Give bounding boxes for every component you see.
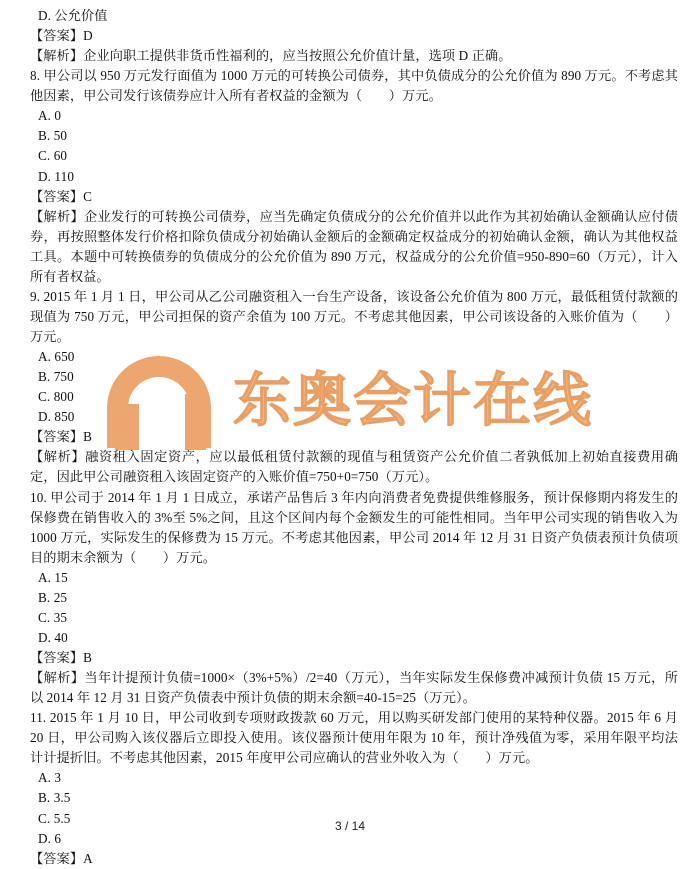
paragraph: 【答案】C xyxy=(30,188,93,204)
answer-option: A. 0 xyxy=(38,108,62,124)
paragraph: 10. 甲公司于 2014 年 1 月 1 日成立，承诺产品售后 3 年内向消费者免费提供维修服务，预计保修期内将发生的保修费在销售收入的 3%至 5%之间，且这个区间内每个金额发生的可能性相同。当年甲公司实现的销售收入为 1000 万元，实际发生的保修费为 15 万元。不考虑其他因素，甲公司 2014 年 12 月 31 日资产负债表预计负债项目的期末余额为（ ）万元。 xyxy=(30,489,678,565)
answer-option: C. 60 xyxy=(38,148,68,164)
paragraph: 9. 2015 年 1 月 1 日，甲公司从乙公司融资租入一台生产设备，该设备公允价值为 800 万元，最低租赁付款额的现值为 750 万元，甲公司担保的资产余值为 100 万元。不考虑其他因素，甲公司该设备的入账价值为（ ）万元。 xyxy=(30,288,678,344)
document-body xyxy=(30,6,678,869)
answer-option: A. 3 xyxy=(38,770,62,786)
paragraph: 8. 甲公司以 950 万元发行面值为 1000 万元的可转换公司债券，其中负债成分的公允价值为 890 万元。不考虑其他因素，甲公司发行该债券应计入所有者权益的金额为（ ）万元。 xyxy=(30,68,678,104)
paragraph: 【解析】当年计提预计负债=1000×（3%+5%）/2=40（万元），当年实际发生保修费冲减预计负债 15 万元，所以 2014 年 12 月 31 日资产负债表中预计负债的期末余额=40-15=25（万元）。 xyxy=(30,670,678,706)
answer-option: A. 650 xyxy=(38,349,75,365)
answer-option: D. 6 xyxy=(38,830,62,846)
paragraph: 【答案】B xyxy=(30,429,93,445)
answer-option: D. 40 xyxy=(38,629,68,645)
answer-option: C. 35 xyxy=(38,609,68,625)
answer-option: D. 公允价值 xyxy=(38,8,108,23)
answer-option: B. 3.5 xyxy=(38,790,71,806)
paragraph: 【解析】企业发行的可转换公司债券，应当先确定负债成分的公允价值并以此作为其初始确认金额确认应付债券，再按照整体发行价格扣除负债成分初始确认金额后的金额确定权益成分的初始确认金额，确认为其他权益工具。本题中可转换债券的负债成分的公允价值为 890 万元，权益成分的公允价值=950-890=60（万元），计入所有者权益。 xyxy=(30,208,678,284)
paragraph: 【解析】企业向职工提供非货币性福利的，应当按照公允价值计量，选项 D 正确。 xyxy=(30,48,512,64)
answer-option: C. 5.5 xyxy=(38,810,71,826)
answer-option: D. 110 xyxy=(38,168,75,184)
answer-option: D. 850 xyxy=(38,409,75,425)
answer-option: C. 800 xyxy=(38,389,74,405)
answer-option: B. 50 xyxy=(38,128,68,144)
paragraph: 【答案】A xyxy=(30,850,93,866)
paragraph: 【答案】D xyxy=(30,28,93,44)
answer-option: A. 15 xyxy=(38,569,68,585)
watermark-text: 东奥会计在线 xyxy=(232,366,593,434)
page-number: 3 / 14 xyxy=(334,819,366,833)
paragraph: 【答案】B xyxy=(30,650,93,665)
answer-option: B. 750 xyxy=(38,369,74,385)
answer-option: B. 25 xyxy=(38,589,68,605)
paragraph: 【解析】融资租入固定资产，应以最低租赁付款额的现值与租赁资产公允价值二者孰低加上初始直接费用确定，因此甲公司融资租入该固定资产的入账价值=750+0=750（万元）。 xyxy=(30,449,678,485)
paragraph: 11. 2015 年 1 月 10 日，甲公司收到专项财政拨款 60 万元，用以购买研发部门使用的某特种仪器。2015 年 6 月 20 日，甲公司购入该仪器后立即投入使用。该仪器预计使用年限为 10 年，预计净残值为零，采用年限平均法计计提折旧。不考虑其他因素，2015 年度甲公司应确认的营业外收入为（ ）万元。 xyxy=(30,710,678,766)
